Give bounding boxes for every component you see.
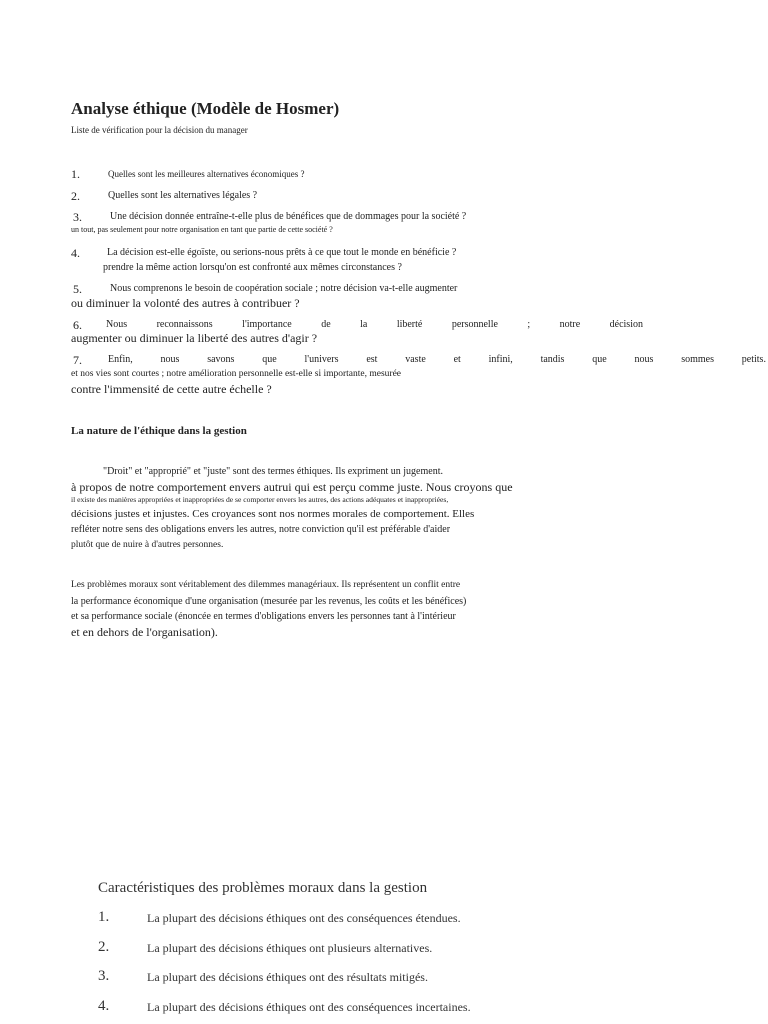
characteristic-text: La plupart des décisions éthiques ont des résultats mitigés. xyxy=(147,970,428,984)
paragraph-line: et en dehors de l'organisation). xyxy=(71,625,218,639)
characteristic-text: La plupart des décisions éthiques ont des conséquences étendues. xyxy=(147,911,461,925)
question-text-continuation: prendre la même action lorsqu'on est confronté aux mêmes circonstances ? xyxy=(103,262,402,273)
question-number: 7. xyxy=(73,353,82,367)
justified-word: petits. xyxy=(741,354,766,365)
question-number: 3. xyxy=(73,210,82,224)
question-text-continuation: augmenter ou diminuer la liberté des autres d'agir ? xyxy=(71,331,318,345)
question-text-justified xyxy=(108,354,766,365)
paragraph-line: plutôt que de nuire à d'autres personnes. xyxy=(71,540,224,550)
question-text-justified xyxy=(106,319,643,330)
question-text: La décision est-elle égoïste, ou serions-nous prêts à ce que tout le monde en bénéficie ? xyxy=(107,247,457,258)
question-number: 4. xyxy=(71,246,80,260)
characteristic-number: 4. xyxy=(98,998,110,1014)
question-text-continuation: un tout, pas seulement pour notre organisation en tant que partie de cette société ? xyxy=(71,225,333,234)
justified-word: reconnaissons xyxy=(156,319,213,330)
justified-word: notre xyxy=(559,319,581,330)
justified-word: la xyxy=(360,319,368,330)
question-text-continuation: contre l'immensité de cette autre échelle ? xyxy=(71,382,272,396)
characteristic-text: La plupart des décisions éthiques ont plusieurs alternatives. xyxy=(147,941,433,955)
justified-word: est xyxy=(366,354,378,365)
justified-word: savons xyxy=(207,354,235,365)
justified-word: Enfin, xyxy=(108,354,133,365)
paragraph-line: Les problèmes moraux sont véritablement des dilemmes managériaux. Ils représentent un conflit entre xyxy=(71,580,461,590)
page-title: Analyse éthique (Modèle de Hosmer) xyxy=(71,99,340,118)
justified-word: nous xyxy=(634,354,654,365)
question-text: Quelles sont les alternatives légales ? xyxy=(108,190,258,201)
justified-word: infini, xyxy=(488,354,513,365)
justified-word: liberté xyxy=(396,319,423,330)
paragraph-line: la performance économique d'une organisation (mesurée par les revenus, les coûts et les bénéfices) xyxy=(71,596,467,607)
paragraph-line: il existe des manières appropriées et inappropriées de se comporter envers les autres, des actions adéquates et inappropriées, xyxy=(71,495,449,504)
characteristics-title: Caractéristiques des problèmes moraux dans la gestion xyxy=(98,880,428,896)
question-text: Nous comprenons le besoin de coopération sociale ; notre décision va-t-elle augmenter xyxy=(110,283,458,294)
characteristic-text: La plupart des décisions éthiques ont des conséquences incertaines. xyxy=(147,1000,471,1014)
justified-word: que xyxy=(592,354,607,365)
section-heading: La nature de l'éthique dans la gestion xyxy=(71,425,247,437)
justified-word: tandis xyxy=(540,354,565,365)
question-text-continuation: et nos vies sont courtes ; notre amélioration personnelle est-elle si importante, mesurée xyxy=(71,369,402,379)
question-number: 2. xyxy=(71,189,80,203)
justified-word: l'importance xyxy=(242,319,292,330)
paragraph-line: "Droit" et "approprié" et "juste" sont des termes éthiques. Ils expriment un jugement. xyxy=(103,466,443,477)
justified-word: ; xyxy=(527,319,531,330)
question-text: Quelles sont les meilleures alternatives économiques ? xyxy=(108,169,305,179)
justified-word: et xyxy=(453,354,461,365)
justified-word: que xyxy=(262,354,277,365)
justified-word: vaste xyxy=(405,354,426,365)
justified-word: décision xyxy=(609,319,643,330)
question-text: Une décision donnée entraîne-t-elle plus de bénéfices que de dommages pour la société ? xyxy=(110,211,467,222)
justified-word: de xyxy=(321,319,331,330)
paragraph-line: à propos de notre comportement envers autrui qui est perçu comme juste. Nous croyons que xyxy=(71,480,513,494)
paragraph-line: refléter notre sens des obligations envers les autres, notre conviction qu'il est préférable d'aider xyxy=(71,524,451,535)
paragraph-line: et sa performance sociale (énoncée en termes d'obligations envers les personnes tant à l'intérieur xyxy=(71,611,456,622)
characteristic-number: 2. xyxy=(98,939,110,955)
characteristic-number: 3. xyxy=(98,968,110,984)
question-number: 5. xyxy=(73,282,82,296)
question-number: 1. xyxy=(71,167,80,181)
question-text-continuation: ou diminuer la volonté des autres à contribuer ? xyxy=(71,296,300,310)
justified-word: Nous xyxy=(106,319,128,330)
justified-word: personnelle xyxy=(451,319,498,330)
page-subtitle: Liste de vérification pour la décision du manager xyxy=(71,125,248,135)
paragraph-line: décisions justes et injustes. Ces croyances sont nos normes morales de comportement. Elles xyxy=(71,508,475,520)
question-number: 6. xyxy=(73,318,82,332)
characteristic-number: 1. xyxy=(98,909,110,925)
justified-word: sommes xyxy=(681,354,714,365)
justified-word: l'univers xyxy=(304,354,339,365)
justified-word: nous xyxy=(160,354,180,365)
